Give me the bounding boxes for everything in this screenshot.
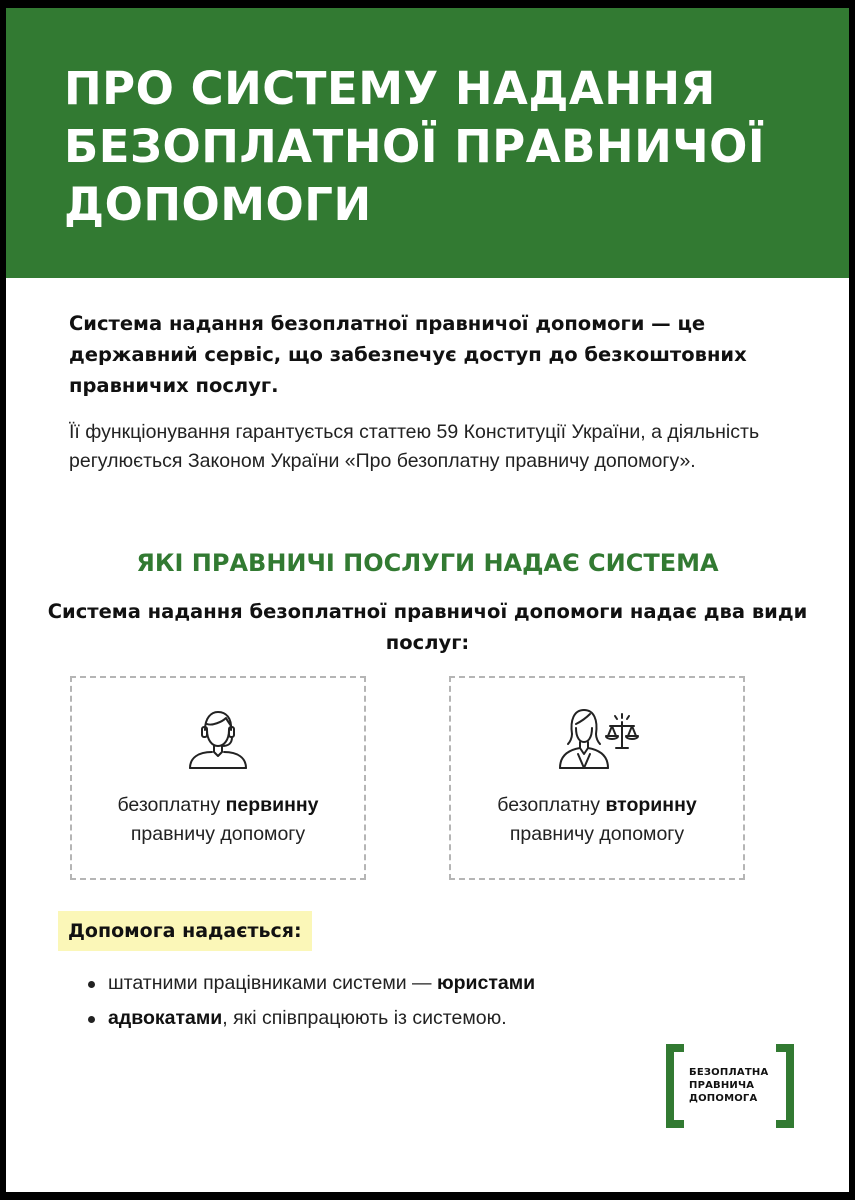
secondary-aid-text: [451, 791, 743, 849]
logo-wordmark: [689, 1066, 779, 1105]
list-item: [88, 966, 788, 1001]
list-item-text: штатними працівниками системи —: [108, 972, 437, 994]
intro-paragraph: Її функціонування гарантується статтею 59 Конституції України, а діяльність регулюється Законом України «Про безоплатну правничу допомогу».: [69, 421, 760, 472]
primary-aid-card: [70, 676, 366, 880]
primary-aid-prefix: безоплатну: [117, 794, 226, 816]
list-item-strong: юристами: [436, 972, 536, 994]
provided-by-label: Допомога надається:: [58, 911, 312, 951]
primary-aid-text: [72, 791, 364, 849]
secondary-aid-prefix: безоплатну: [497, 794, 606, 816]
secondary-aid-suffix: правничу допомогу: [509, 823, 685, 845]
logo: [666, 1044, 794, 1128]
call-operator-icon: [72, 700, 364, 772]
services-subheading: Система надання безоплатної правничої допомоги надає два види послуг:: [47, 600, 808, 654]
page-title: ПРО СИСТЕМУ НАДАННЯ БЕЗОПЛАТНОЇ ПРАВНИЧОЇ ДОПОМОГИ: [64, 62, 766, 231]
services-heading: ЯКІ ПРАВНИЧІ ПОСЛУГИ НАДАЄ СИСТЕМА: [136, 549, 719, 577]
secondary-aid-card: [449, 676, 745, 880]
intro-lead: Система надання безоплатної правничої допомоги — це державний сервіс, що забезпечує доступ до безкоштовних правничих послуг.: [69, 312, 747, 397]
secondary-aid-type: вторинну: [605, 794, 697, 816]
document-page: [6, 8, 849, 1192]
logo-line: БЕЗОПЛАТНА: [689, 1067, 769, 1078]
list-item: [88, 1001, 788, 1036]
providers-list: [88, 966, 788, 1036]
logo-line: ДОПОМОГА: [689, 1093, 758, 1104]
primary-aid-suffix: правничу допомогу: [130, 823, 306, 845]
list-item-strong: адвокатами: [108, 1007, 223, 1029]
header-banner: [6, 8, 849, 278]
primary-aid-type: первинну: [225, 794, 319, 816]
lawyer-scales-icon: [451, 700, 743, 772]
list-item-text: , які співпрацюють із системою.: [222, 1007, 507, 1029]
logo-line: ПРАВНИЧА: [689, 1080, 755, 1091]
